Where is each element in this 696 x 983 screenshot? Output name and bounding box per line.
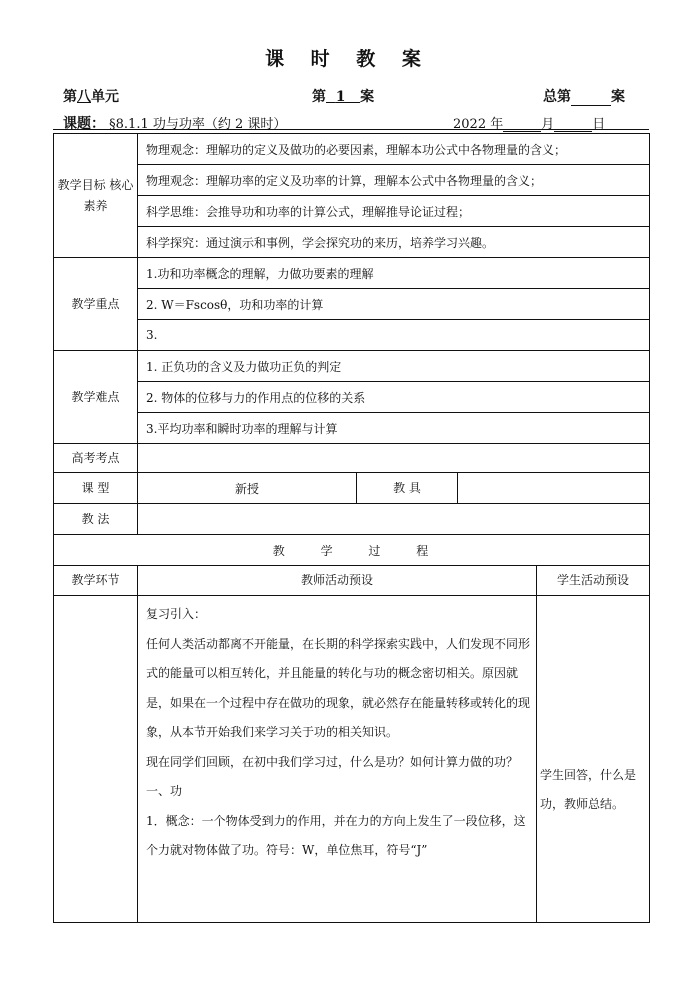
exam-points-label: 高考考点: [54, 444, 138, 473]
method-label: 教 法: [54, 504, 138, 535]
goals-label: 教学目标 核心素养: [54, 134, 138, 258]
teaching-tools-value: [458, 473, 650, 504]
teacher-column-header: 教师活动预设: [138, 566, 537, 596]
date-line: 2022 年 月 日: [453, 117, 606, 132]
teaching-tools-label: 教 具: [357, 473, 458, 504]
lesson-type-value: 新授: [138, 473, 357, 504]
lesson-info: 第 1 案: [312, 89, 375, 105]
topic-line: [63, 113, 291, 133]
difficulty-item: 1. 正负功的含义及力做功正负的判定: [138, 351, 650, 382]
stage-column-header: 教学环节: [54, 566, 138, 596]
goal-item: 物理观念：理解功的定义及做功的必要因素，理解本功公式中各物理量的含义；: [138, 134, 650, 165]
header-divider: [53, 129, 649, 130]
goal-item: 物理观念：理解功率的定义及功率的计算，理解本公式中各物理量的含义；: [138, 165, 650, 196]
student-activity: [537, 596, 650, 923]
difficulty-item: 2. 物体的位移与力的作用点的位移的关系: [138, 382, 650, 413]
lesson-plan-table: [53, 133, 650, 923]
page-title: 课 时 教 案: [265, 48, 431, 70]
exam-points-value: [138, 444, 650, 473]
teacher-paragraph: 一、功: [146, 784, 183, 798]
student-column-header: 学生活动预设: [537, 566, 650, 596]
teacher-paragraph: 复习引入：: [146, 607, 207, 621]
key-point-item: 1.功和功率概念的理解，力做功要素的理解: [138, 258, 650, 289]
teacher-paragraph: 1．概念：一个物体受到力的作用，并在力的方向上发生了一段位移，这个力就对物体做了功。符号：W，单位焦耳，符号“J”: [146, 813, 526, 857]
key-point-item: 3.: [138, 320, 650, 351]
teacher-paragraph: 任何人类活动都离不开能量，在长期的科学探索实践中，人们发现不同形式的能量可以相互转化，并且能量的转化与功的概念密切相关。原因就是，如果在一个过程中存在做功的现象，就必然存在能量转移或转化的现象，从本节开始我们来学习关于功的相关知识。: [146, 636, 531, 739]
total-lesson-blank: [571, 91, 611, 106]
key-point-item: 2. W＝Fscosθ，功和功率的计算: [138, 289, 650, 320]
topic-value: §8.1.1 功与功率（约 2 课时）: [109, 117, 287, 132]
difficulties-label: 教学难点: [54, 351, 138, 444]
unit-number: 八: [77, 89, 91, 105]
teacher-activity: [138, 596, 537, 923]
topic-label: 课题：: [63, 116, 105, 132]
unit-info: 第八单元: [63, 89, 119, 105]
key-points-label: 教学重点: [54, 258, 138, 351]
teacher-paragraph: 现在同学们回顾，在初中我们学习过，什么是功？如何计算力做的功？: [146, 754, 519, 769]
process-title: 教 学 过 程: [54, 535, 650, 566]
lesson-number: 1: [335, 89, 346, 105]
goal-item: 科学探究：通过演示和事例，学会探究功的来历，培养学习兴趣。: [138, 227, 650, 258]
student-activity-text: 学生回答，什么是功，教师总结。: [540, 768, 637, 811]
total-lesson-info: 总第 案: [543, 89, 625, 105]
stage-cell: [54, 596, 138, 923]
lesson-type-label: 课 型: [54, 473, 138, 504]
goal-item: 科学思维：会推导功和功率的计算公式，理解推导论证过程；: [138, 196, 650, 227]
method-value: [138, 504, 650, 535]
difficulty-item: 3.平均功率和瞬时功率的理解与计算: [138, 413, 650, 444]
